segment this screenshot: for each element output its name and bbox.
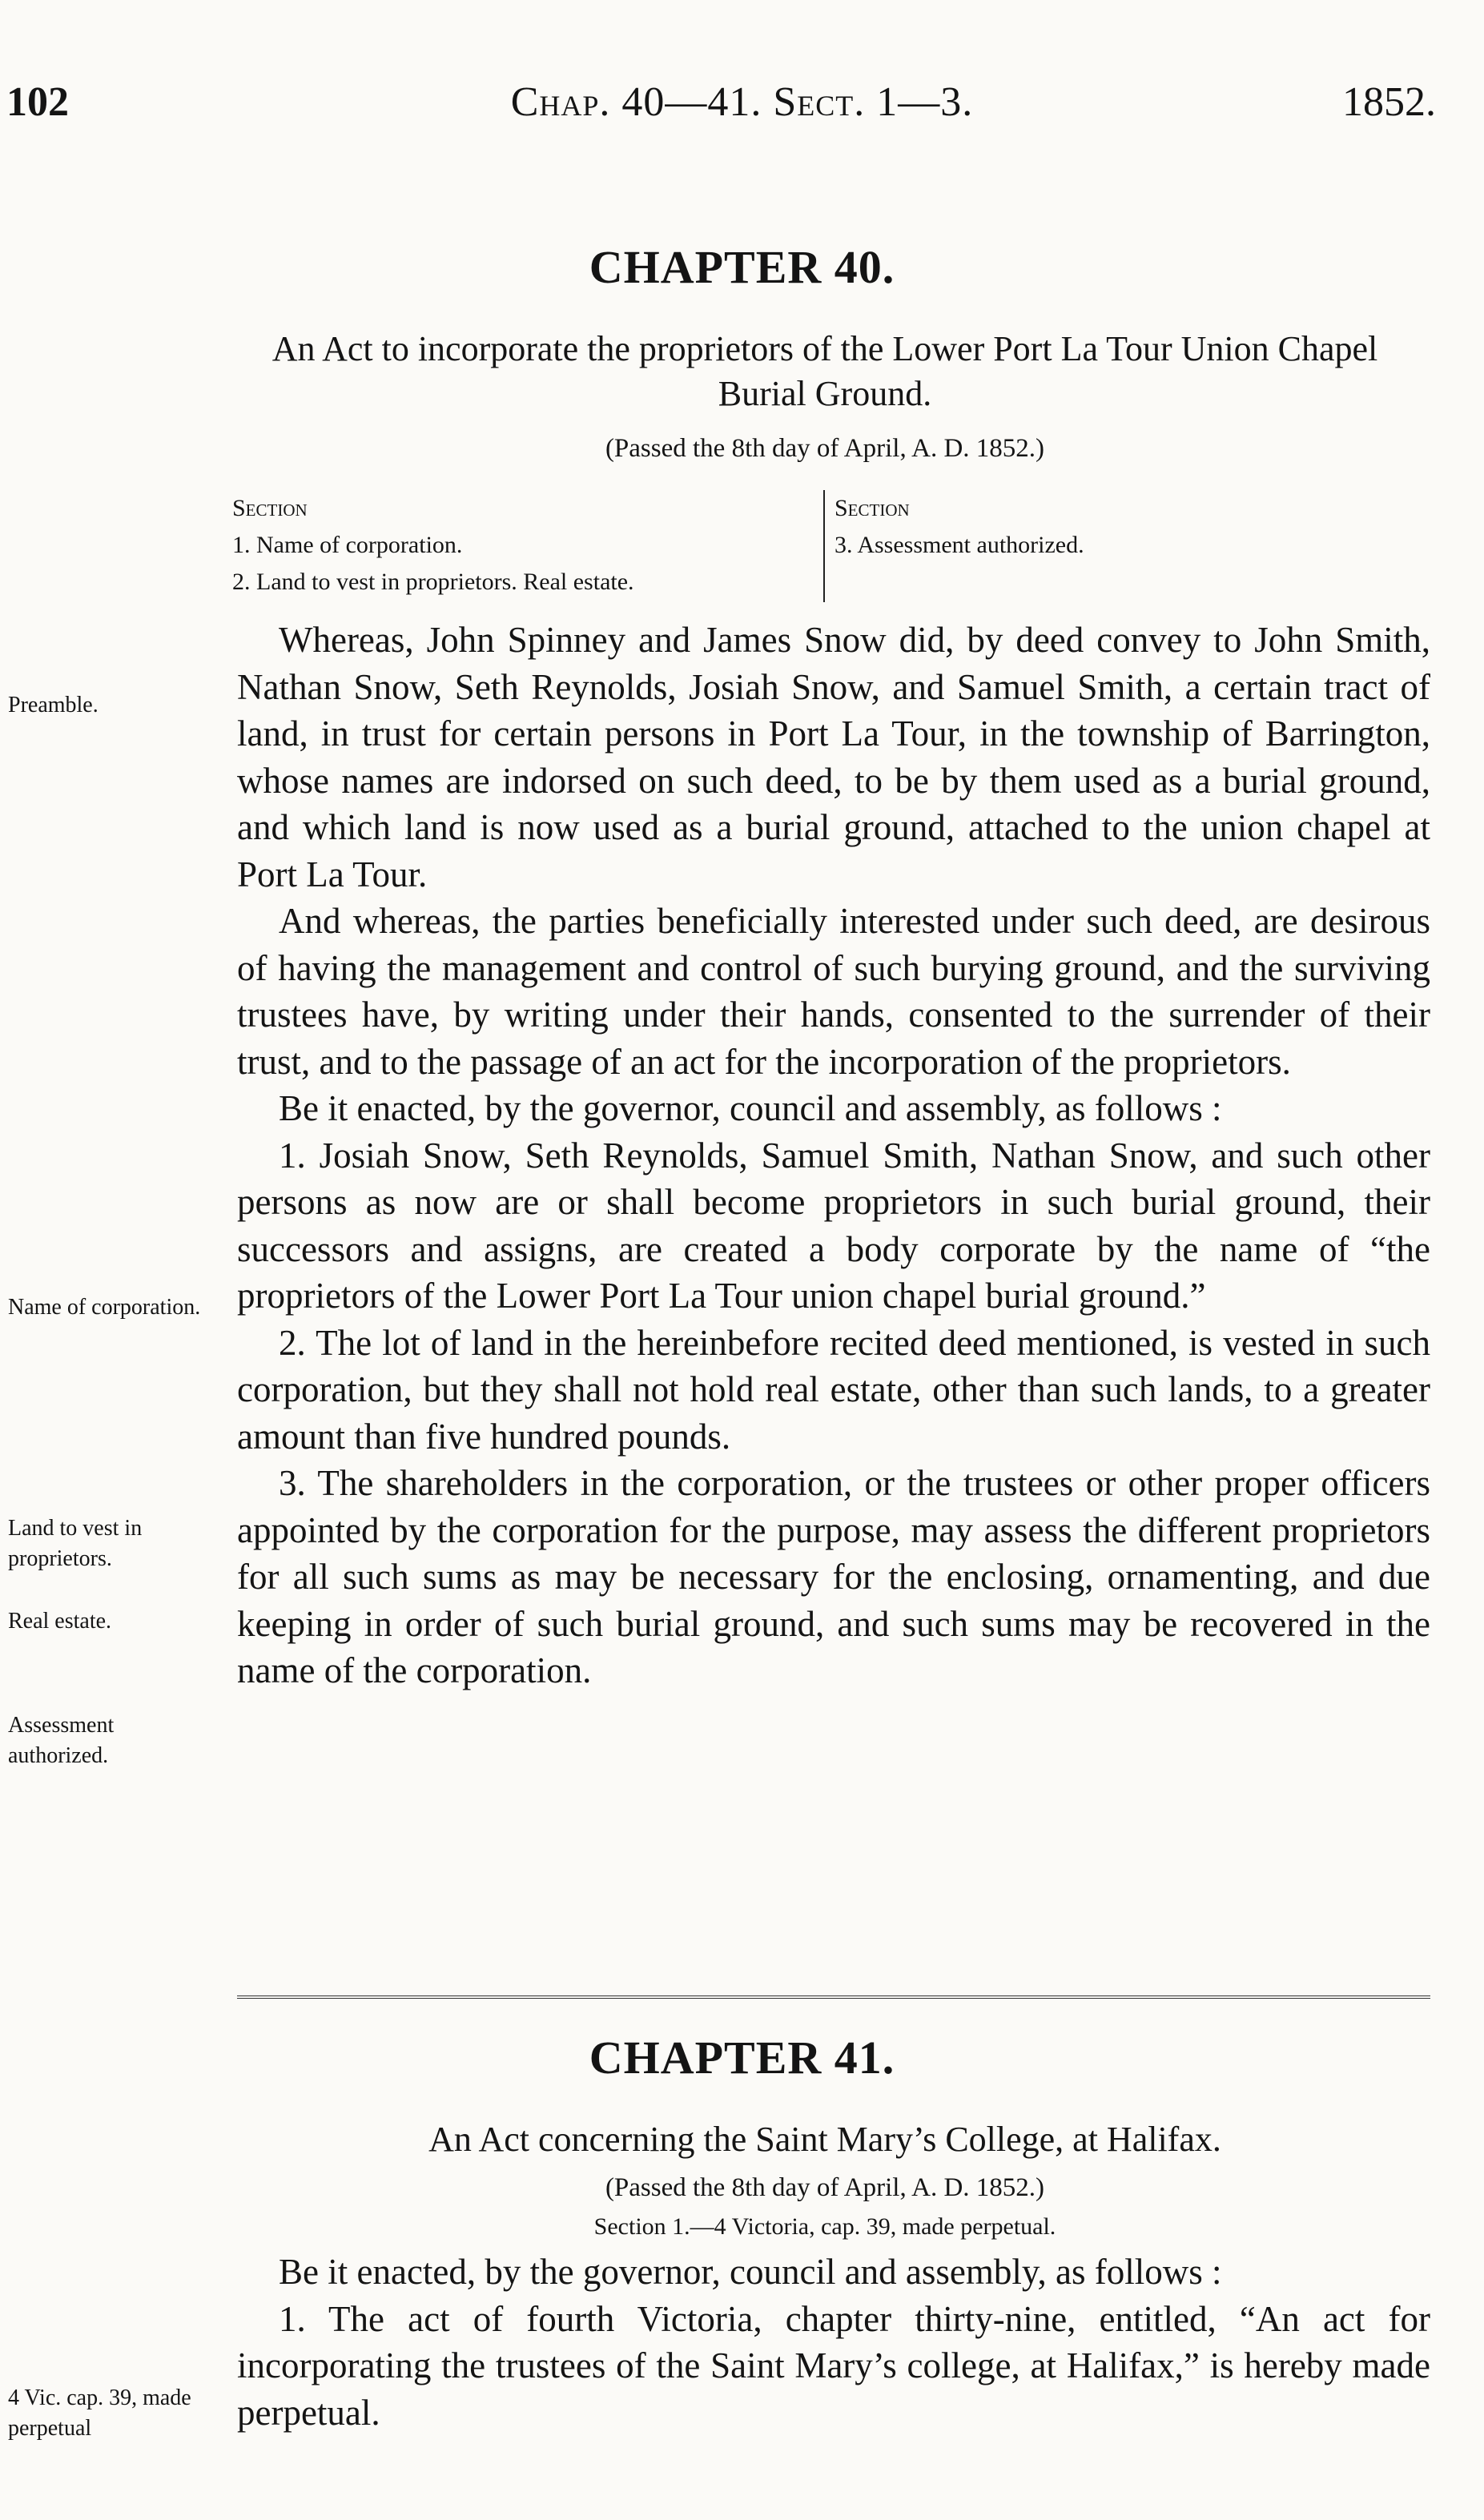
margin-note-vic-cap: 4 Vic. cap. 39, made perpetual bbox=[8, 2385, 191, 2441]
section-index-item: 3. Assessment authorized. bbox=[834, 532, 1084, 558]
margin-note-preamble: Preamble. bbox=[8, 693, 99, 717]
chapter-40-heading: CHAPTER 40. bbox=[589, 241, 895, 293]
section-1-paragraph: 1. The act of fourth Victoria, chapter thirty-nine, entitled, “An act for incorporating the trustees of the Saint Mary’s college, at Halifax,” is hereby made perpetual. bbox=[237, 2298, 1430, 2433]
chapter-41-section-summary: Section 1.—4 Victoria, cap. 39, made perpetual. bbox=[593, 2213, 1056, 2240]
section-index-right bbox=[834, 490, 1395, 564]
margin-note-assessment: Assessment authorized. bbox=[8, 1713, 115, 1768]
chapter-41-body bbox=[237, 2249, 1430, 2436]
chapter-41-passed-date: (Passed the 8th day of April, A. D. 1852.) bbox=[605, 2173, 1045, 2202]
preamble-paragraph: Whereas, John Spinney and James Snow did, by deed convey to John Smith, Nathan Snow, Seth Reynolds, Josiah Snow, and Samuel Smith, a certain tract of land, in trust for certain persons in Port La Tour, in the township of Barrington, whose names are indorsed on such deed, to be by them used as a burial ground, and which land is now used as a burial ground, attached to the union chapel at Port La Tour. bbox=[237, 620, 1430, 894]
section-index-left bbox=[232, 490, 825, 601]
chapter-41-heading: CHAPTER 41. bbox=[589, 2032, 895, 2084]
margin-note-name-of-corporation: Name of corporation. bbox=[8, 1295, 201, 1320]
chapter-separator-rule bbox=[237, 1996, 1430, 1999]
section-index-head: Section bbox=[834, 495, 910, 521]
margin-note-real-estate: Real estate. bbox=[8, 1609, 112, 1634]
section-1-paragraph: 1. Josiah Snow, Seth Reynolds, Samuel Smith, Nathan Snow, and such other persons as now are or shall become proprietors in such burial ground, their successors and assigns, are created a body corporate by the name of “the proprietors of the Lower Port La Tour union chapel burial ground.” bbox=[237, 1135, 1430, 1316]
section-index-item: 2. Land to vest in proprietors. Real estate. bbox=[232, 569, 634, 595]
section-2-paragraph: 2. The lot of land in the hereinbefore recited deed mentioned, is vested in such corporation, but they shall not hold real estate, other than such lands, to a greater amount than five hundred pounds. bbox=[237, 1322, 1430, 1457]
page-number: 102 bbox=[6, 79, 69, 125]
section-3-paragraph: 3. The shareholders in the corporation, or the trustees or other proper officers appointed by the corporation for the purpose, may assess the different proprietors for all such sums as may be necessary for the enclosing, ornamenting, and due keeping in order of such burial ground, and such sums may be recovered in the name of the corporation. bbox=[237, 1463, 1430, 1690]
chapter-40-passed-date: (Passed the 8th day of April, A. D. 1852.) bbox=[605, 434, 1045, 463]
running-head: Chap. 40—41. Sect. 1—3. bbox=[510, 79, 974, 125]
enacting-clause: Be it enacted, by the governor, council and assembly, as follows : bbox=[279, 2252, 1222, 2292]
margin-note-land-to-vest: Land to vest in proprietors. bbox=[8, 1516, 143, 1571]
enacting-clause: Be it enacted, by the governor, council and assembly, as follows : bbox=[279, 1088, 1222, 1128]
section-index-divider bbox=[823, 490, 825, 602]
chapter-41-title: An Act concerning the Saint Mary’s College, at Halifax. bbox=[428, 2120, 1221, 2159]
running-year: 1852. bbox=[1342, 79, 1436, 125]
chapter-40-title: An Act to incorporate the proprietors of the Lower Port La Tour Union Chapel Burial Ground. bbox=[271, 329, 1378, 413]
section-index-head: Section bbox=[232, 495, 308, 521]
chapter-40-body bbox=[237, 617, 1430, 1694]
section-index-item: 1. Name of corporation. bbox=[232, 532, 463, 558]
whereas-paragraph: And whereas, the parties beneficially interested under such deed, are desirous of having the management and control of such burying ground, and the surviving trustees have, by writing under their hands, consented to the surrender of their trust, and to the passage of an act for the incorporation of the proprietors. bbox=[237, 901, 1430, 1082]
